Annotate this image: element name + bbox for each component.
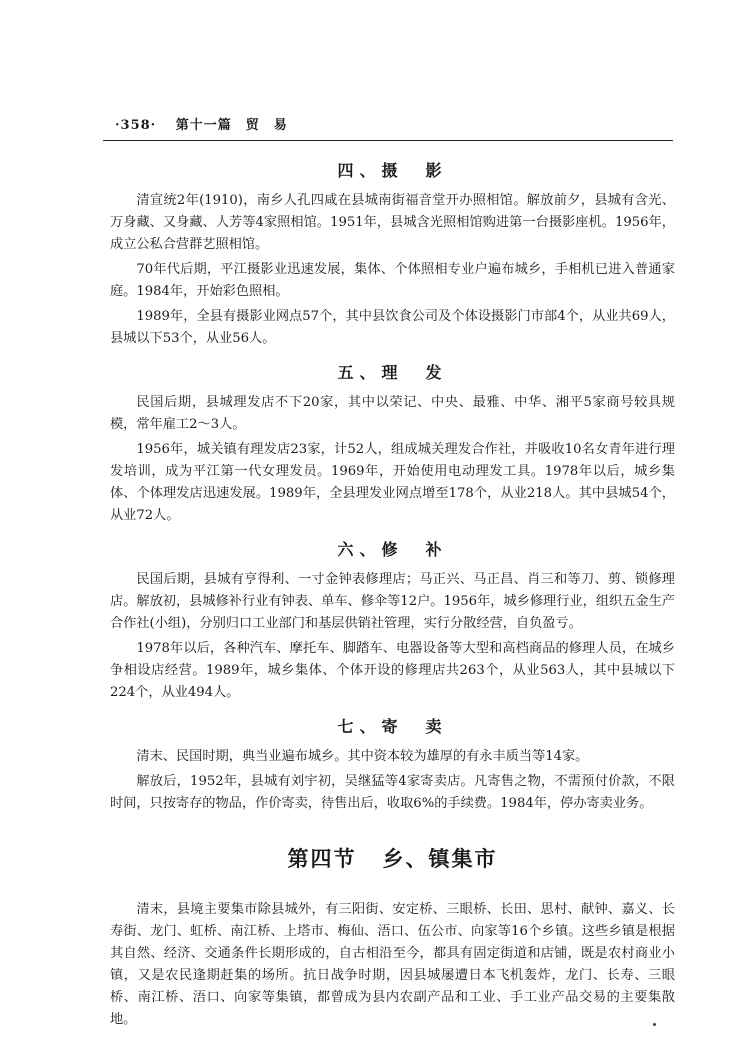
scan-speck <box>653 1023 656 1026</box>
header-rule <box>103 140 673 141</box>
paragraph: 1989年，全县有摄影业网点57个，其中县饮食公司及个体设摄影门市部4个，从业共69人，县城以下53个，从业56人。 <box>110 309 675 346</box>
paragraph: 民国后期，县城理发店不下20家，其中以荣记、中央、最雅、中华、湘平5家商号较具规模，常年雇工2～3人。 <box>110 395 675 432</box>
paragraph: 清宣统2年(1910)，南乡人孔四咸在县城南街福音堂开办照相馆。解放前夕，县城有含光、万身藏、又身藏、人芳等4家照相馆。1951年，县城含光照相馆购进第一台摄影座机。1956年，成立公私合营群艺照相馆。 <box>110 193 675 252</box>
paragraph: 清末、民国时期，典当业遍布城乡。其中资本较为雄厚的有永丰质当等14家。 <box>136 749 589 764</box>
section-barber <box>110 360 675 527</box>
chapter-number: 第四节 <box>287 847 357 871</box>
section-photography <box>110 158 675 350</box>
section-title: 四、摄 影 <box>337 161 448 180</box>
paragraph: 解放后，1952年，县城有刘宇初，吴继猛等4家寄卖店。凡寄售之物，不需预付价款，不限时间，只按寄存的物品，作价寄卖，待售出后，收取6%的手续费。1984年，停办寄卖业务。 <box>110 774 675 811</box>
section-repair <box>110 537 675 704</box>
paragraph: 清末，县境主要集市除县城外，有三阳街、安定桥、三眼桥、长田、思村、献钟、嘉义、长寿街、龙门、虹桥、南江桥、上塔市、梅仙、浯口、伍公市、向家等16个乡镇。这些乡镇是根据其自然、经济、交通条件长期形成的，自古相沿至今，都具有固定街道和店铺，既是农村商业小镇，又是农民逢期赶集的场所。抗日战争时期，因县城屡遭日本飞机轰炸，龙门、长寿、三眼桥、南江桥、浯口、向家等集镇，都曾成为县内农副产品和工业、手工业产品交易的主要集散地。 <box>110 902 675 1027</box>
page-number: ·358· <box>115 118 157 133</box>
page-header <box>115 114 675 133</box>
paragraph: 1956年，城关镇有理发店23家，计52人，组成城关理发合作社，并吸收10名女青年进行理发培训，成为平江第一代女理发员。1969年，开始使用电动理发工具。1978年以后，城乡集体、个体理发店迅速发展。1989年，全县理发业网点增至178个，从业218人。其中县城54个，从业72人。 <box>110 442 675 523</box>
page-body <box>110 148 675 1034</box>
chapter-heading <box>110 843 675 873</box>
section-title: 五、理 发 <box>337 363 448 382</box>
paragraph: 1978年以后，各种汽车、摩托车、脚踏车、电器设备等大型和高档商品的修理人员，在城乡争相设店经营。1989年，城乡集体、个体开设的修理店共263个，从业563人，其中县城以下224个，从业494人。 <box>110 641 675 700</box>
section-title: 七、寄 卖 <box>337 717 448 736</box>
section-title: 六、修 补 <box>337 540 448 559</box>
section-consignment <box>110 714 675 815</box>
running-chapter-title: 第十一篇 贸 易 <box>175 118 288 133</box>
paragraph: 民国后期，县城有亨得利、一寸金钟表修理店；马正兴、马正昌、肖三和等刀、剪、锁修理店。解放初，县城修补行业有钟表、单车、修伞等12户。1956年，城乡修理行业，组织五金生产合作社(小组)，分别归口工业部门和基层供销社管理，实行分散经营，自负盈亏。 <box>110 572 675 631</box>
chapter-title: 乡、镇集市 <box>382 847 498 871</box>
paragraph: 70年代后期，平江摄影业迅速发展，集体、个体照相专业户遍布城乡，手相机已进入普通家庭。1984年，开始彩色照相。 <box>110 262 675 299</box>
